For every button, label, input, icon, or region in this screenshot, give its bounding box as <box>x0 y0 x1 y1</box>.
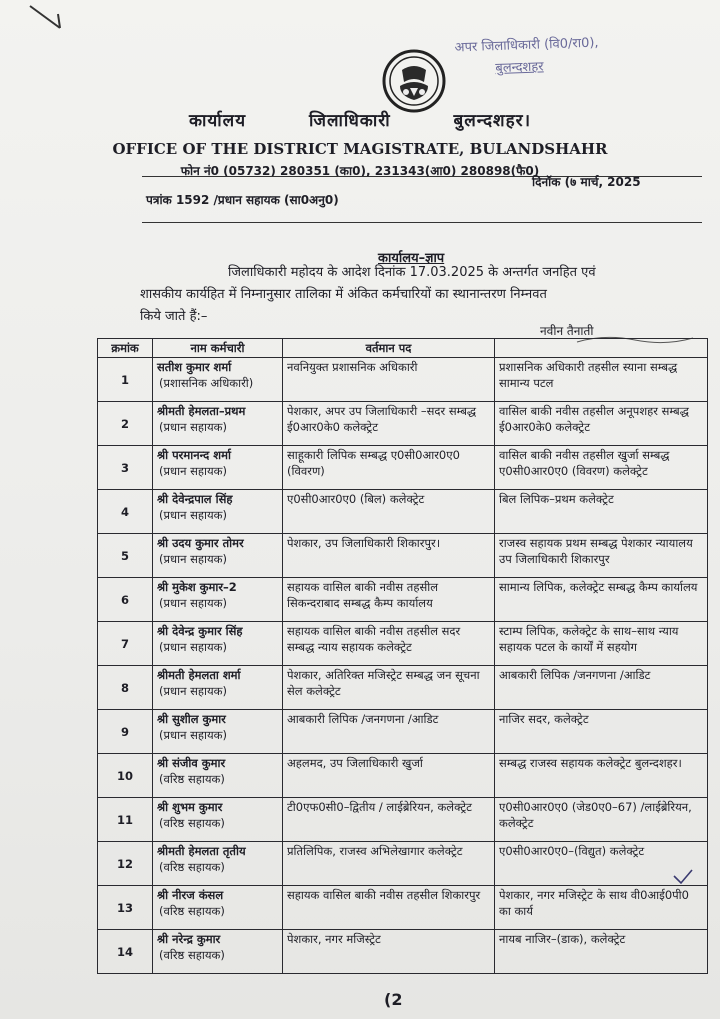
cell-serial: 4 <box>98 490 153 534</box>
check-mark-icon <box>672 868 694 886</box>
cell-new-post: बिल लिपिक–प्रथम कलेक्ट्रेट <box>495 490 708 534</box>
cell-current-post: पेशकार, उप जिलाधिकारी शिकारपुर। <box>283 534 495 578</box>
cell-serial: 13 <box>98 886 153 930</box>
col-header-current-post: वर्तमान पद <box>283 339 495 358</box>
new-posting-header: नवीन तैनाती <box>540 324 594 338</box>
employee-designation: (प्रधान सहायक) <box>159 508 227 522</box>
table-row <box>98 402 708 446</box>
cell-current-post: पेशकार, नगर मजिस्ट्रेट <box>283 930 495 974</box>
table-header-row <box>98 339 708 358</box>
cell-serial: 9 <box>98 710 153 754</box>
memo-intro <box>140 262 700 328</box>
cell-serial: 12 <box>98 842 153 886</box>
intro-line-3: किये जाते हैं:– <box>140 309 208 324</box>
employee-name: सतीश कुमार शर्मा <box>157 360 232 374</box>
office-word: कार्यालय <box>188 111 247 131</box>
dm-word: जिलाधिकारी <box>308 111 391 131</box>
employee-designation: (प्रधान सहायक) <box>159 684 227 698</box>
cell-current-post: टी0एफ0सी0–द्वितीय / लाईब्रेरियन, कलेक्ट्रेट <box>283 798 495 842</box>
cell-current-post: सहायक वासिल बाकी नवीस तहसील शिकारपुर <box>283 886 495 930</box>
office-phone: फोन नं0 (05732) 280351 (का0), 231343(आ0) 280898(फै0) <box>180 164 540 178</box>
cell-employee <box>153 842 283 886</box>
cell-new-post: नाजिर सदर, कलेक्ट्रेट <box>495 710 708 754</box>
city-word: बुलन्दशहर। <box>453 111 532 131</box>
employee-designation: (प्रधान सहायक) <box>159 420 227 434</box>
employee-name: श्री नीरज कंसल <box>157 888 224 902</box>
transfer-table <box>97 338 708 974</box>
employee-name: श्री संजीव कुमार <box>157 756 226 770</box>
stamp-line-2: बुलन्दशहर <box>495 59 544 77</box>
cell-serial: 5 <box>98 534 153 578</box>
letter-number: पत्रांक 1592 /प्रधान सहायक (सा0अनु0) <box>146 193 339 207</box>
cell-employee <box>153 930 283 974</box>
pen-stroke-mark <box>20 2 80 32</box>
office-header-hindi <box>0 108 720 131</box>
table-row <box>98 930 708 974</box>
cell-current-post: प्रतिलिपिक, राजस्व अभिलेखागार कलेक्ट्रेट <box>283 842 495 886</box>
table-row <box>98 842 708 886</box>
cell-serial: 7 <box>98 622 153 666</box>
cell-new-post: राजस्व सहायक प्रथम सम्बद्ध पेशकार न्यायालय उप जिलाधिकारी शिकारपुर <box>495 534 708 578</box>
cell-employee <box>153 622 283 666</box>
cell-new-post: ए0सी0आर0ए0 (जेड0ए0–67) /लाईब्रेरियन, कलेक्ट्रेट <box>495 798 708 842</box>
cell-employee <box>153 402 283 446</box>
stamp-line-1: अपर जिलाधिकारी (वि0/रा0), <box>454 35 599 56</box>
employee-designation: (वरिष्ठ सहायक) <box>159 816 225 830</box>
cell-current-post: सहायक वासिल बाकी नवीस तहसील सदर सम्बद्ध न्याय सहायक कलेक्ट्रेट <box>283 622 495 666</box>
employee-name: श्री सुशील कुमार <box>157 712 226 726</box>
cell-serial: 10 <box>98 754 153 798</box>
table-row <box>98 358 708 402</box>
cell-new-post: आबकारी लिपिक /जनगणना /आडिट <box>495 666 708 710</box>
office-header-english: OFFICE OF THE DISTRICT MAGISTRATE, BULANDSHAHR <box>112 140 608 158</box>
table-row <box>98 578 708 622</box>
employee-designation: (प्रधान सहायक) <box>159 640 227 654</box>
cell-serial: 14 <box>98 930 153 974</box>
cell-current-post: पेशकार, अपर उप जिलाधिकारी –सदर सम्बद्ध ई0आर0के0 कलेक्ट्रेट <box>283 402 495 446</box>
employee-name: श्री उदय कुमार तोमर <box>157 536 244 550</box>
cell-new-post: वासिल बाकी नवीस तहसील अनूपशहर सम्बद्ध ई0आर0के0 कलेक्ट्रेट <box>495 402 708 446</box>
employee-designation: (प्रधान सहायक) <box>159 464 227 478</box>
cell-serial: 6 <box>98 578 153 622</box>
employee-name: श्री शुभम कुमार <box>157 800 223 814</box>
table-row <box>98 534 708 578</box>
col-header-new-post <box>495 339 708 358</box>
intro-line-1: जिलाधिकारी महोदय के आदेश दिनांक 17.03.2025 के अन्तर्गत जनहित एवं <box>228 265 596 280</box>
employee-name: श्री देवेन्द्र कुमार सिंह <box>157 624 243 638</box>
intro-line-2: शासकीय कार्यहित में निम्नानुसार तालिका में अंकित कर्मचारियों का स्थानान्तरण निम्नवत <box>140 287 547 302</box>
cell-new-post: ए0सी0आर0ए0–(विद्युत) कलेक्ट्रेट <box>495 842 708 886</box>
cell-serial: 2 <box>98 402 153 446</box>
employee-designation: (वरिष्ठ सहायक) <box>159 948 225 962</box>
employee-designation: (प्रधान सहायक) <box>159 552 227 566</box>
table-row <box>98 666 708 710</box>
cell-employee <box>153 490 283 534</box>
letter-date: दिनॉक (७ मार्च, 2025 <box>532 175 641 189</box>
cell-serial: 1 <box>98 358 153 402</box>
received-stamp <box>454 31 655 82</box>
employee-designation: (वरिष्ठ सहायक) <box>159 904 225 918</box>
reference-bar <box>142 176 702 223</box>
table-row <box>98 490 708 534</box>
cell-employee <box>153 446 283 490</box>
col-header-name: नाम कर्मचारी <box>153 339 283 358</box>
cell-employee <box>153 710 283 754</box>
cell-current-post: नवनियुक्त प्रशासनिक अधिकारी <box>283 358 495 402</box>
cell-new-post: सामान्य लिपिक, कलेक्ट्रेट सम्बद्ध कैम्प कार्यालय <box>495 578 708 622</box>
cell-employee <box>153 754 283 798</box>
employee-name: श्री परमानन्द शर्मा <box>157 448 231 462</box>
cell-employee <box>153 534 283 578</box>
cell-new-post: सम्बद्ध राजस्व सहायक कलेक्ट्रेट बुलन्दशहर। <box>495 754 708 798</box>
cell-current-post: अहलमद, उप जिलाधिकारी खुर्जा <box>283 754 495 798</box>
employee-designation: (प्रधान सहायक) <box>159 596 227 610</box>
cell-employee <box>153 666 283 710</box>
employee-name: श्रीमती हेमलता–प्रथम <box>157 404 246 418</box>
employee-name: श्री नरेन्द्र कुमार <box>157 932 221 946</box>
employee-name: श्रीमती हेमलता तृतीय <box>157 844 246 858</box>
table-row <box>98 754 708 798</box>
employee-designation: (वरिष्ठ सहायक) <box>159 772 225 786</box>
cell-employee <box>153 798 283 842</box>
employee-designation: (प्रशासनिक अधिकारी) <box>159 376 254 390</box>
col-header-serial: क्रमांक <box>98 339 153 358</box>
table-row <box>98 710 708 754</box>
table-row <box>98 446 708 490</box>
memo-title: कार्यालय–ज्ञाप <box>378 251 445 266</box>
employee-designation: (प्रधान सहायक) <box>159 728 227 742</box>
cell-current-post: आबकारी लिपिक /जनगणना /आडिट <box>283 710 495 754</box>
employee-name: श्रीमती हेमलता शर्मा <box>157 668 241 682</box>
cell-new-post: प्रशासनिक अधिकारी तहसील स्याना सम्बद्ध सामान्य पटल <box>495 358 708 402</box>
cell-current-post: ए0सी0आर0ए0 (बिल) कलेक्ट्रेट <box>283 490 495 534</box>
cell-employee <box>153 886 283 930</box>
cell-serial: 11 <box>98 798 153 842</box>
cell-employee <box>153 578 283 622</box>
table-row <box>98 886 708 930</box>
cell-current-post: सहायक वासिल बाकी नवीस तहसील सिकन्दराबाद सम्बद्ध कैम्प कार्यालय <box>283 578 495 622</box>
cell-new-post: नायब नाजिर–(डाक), कलेक्ट्रेट <box>495 930 708 974</box>
cell-serial: 8 <box>98 666 153 710</box>
employee-designation: (वरिष्ठ सहायक) <box>159 860 225 874</box>
cell-employee <box>153 358 283 402</box>
cell-new-post: स्टाम्प लिपिक, कलेक्ट्रेट के साथ–साथ न्याय सहायक पटल के कार्यों में सहयोग <box>495 622 708 666</box>
table-row <box>98 622 708 666</box>
cell-new-post: वासिल बाकी नवीस तहसील खुर्जा सम्बद्ध ए0सी0आर0ए0 (विवरण) कलेक्ट्रेट <box>495 446 708 490</box>
up-government-emblem-icon <box>382 48 446 114</box>
employee-name: श्री मुकेश कुमार–2 <box>157 580 237 594</box>
cell-current-post: साहूकारी लिपिक सम्बद्ध ए0सी0आर0ए0 (विवरण) <box>283 446 495 490</box>
cell-new-post: पेशकार, नगर मजिस्ट्रेट के साथ वी0आई0पी0 का कार्य <box>495 886 708 930</box>
employee-name: श्री देवेन्द्रपाल सिंह <box>157 492 233 506</box>
cell-current-post: पेशकार, अतिरिक्त मजिस्ट्रेट सम्बद्ध जन सूचना सेल कलेक्ट्रेट <box>283 666 495 710</box>
page-number: (2 <box>384 990 403 1009</box>
table-row <box>98 798 708 842</box>
cell-serial: 3 <box>98 446 153 490</box>
